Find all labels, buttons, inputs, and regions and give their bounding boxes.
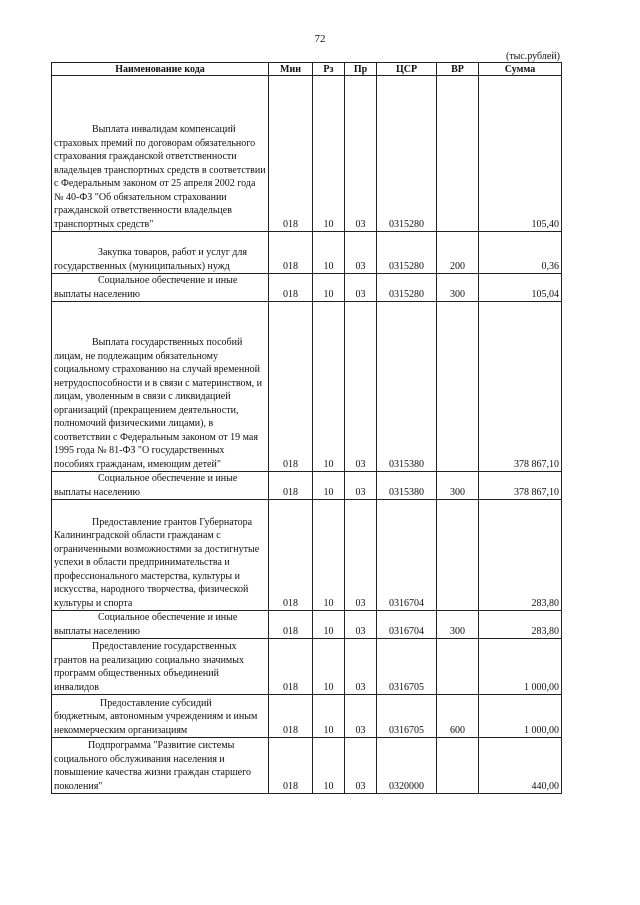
row-sum: 0,36	[479, 232, 562, 274]
row-pr: 03	[345, 695, 377, 738]
row-sum: 1 000,00	[479, 639, 562, 695]
row-csr: 0315380	[377, 302, 437, 472]
row-min: 018	[269, 472, 313, 500]
page-number: 72	[314, 33, 326, 45]
row-csr: 0315280	[377, 76, 437, 232]
table-row	[52, 76, 562, 232]
row-vr: 300	[437, 472, 479, 500]
row-sum: 1 000,00	[479, 695, 562, 738]
row-min: 018	[269, 695, 313, 738]
row-csr: 0315380	[377, 472, 437, 500]
row-pr: 03	[345, 611, 377, 639]
row-name: Предоставление грантов Губернатора Калининградской области гражданам с ограниченными возможностями за достигнутые успехи в области предпринимательства и профессионального мастерства, культуры и искусства, народного творчества, физической культуры и спорта	[52, 500, 269, 611]
table-row	[52, 302, 562, 472]
row-sum: 378 867,10	[479, 302, 562, 472]
row-vr	[437, 639, 479, 695]
row-csr: 0320000	[377, 738, 437, 794]
row-vr: 300	[437, 611, 479, 639]
row-name: Выплата инвалидам компенсаций страховых премий по договорам обязательного страхования гражданской ответственности владельцев транспортных средств в соответствии с Федеральным законом от 25 апреля 2002 года № 40-ФЗ "Об обязательном страховании гражданской ответственности владельцев транспортных средств"	[52, 76, 269, 232]
row-sum: 378 867,10	[479, 472, 562, 500]
header-pr: Пр	[345, 63, 377, 76]
row-rz: 10	[313, 76, 345, 232]
row-sum: 105,04	[479, 274, 562, 302]
row-csr: 0316705	[377, 639, 437, 695]
row-pr: 03	[345, 639, 377, 695]
row-pr: 03	[345, 232, 377, 274]
row-pr: 03	[345, 472, 377, 500]
row-rz: 10	[313, 302, 345, 472]
table-row	[52, 500, 562, 611]
header-min: Мин	[269, 63, 313, 76]
row-vr	[437, 302, 479, 472]
table-row	[52, 274, 562, 302]
row-csr: 0316704	[377, 611, 437, 639]
row-rz: 10	[313, 232, 345, 274]
row-min: 018	[269, 232, 313, 274]
row-min: 018	[269, 302, 313, 472]
row-sum: 283,80	[479, 611, 562, 639]
row-rz: 10	[313, 472, 345, 500]
row-vr	[437, 738, 479, 794]
row-name: Социальное обеспечение и иные выплаты населению	[52, 472, 269, 500]
row-min: 018	[269, 738, 313, 794]
row-csr: 0315280	[377, 232, 437, 274]
table-row	[52, 611, 562, 639]
row-min: 018	[269, 76, 313, 232]
row-pr: 03	[345, 302, 377, 472]
table-row	[52, 232, 562, 274]
table-row	[52, 695, 562, 738]
row-rz: 10	[313, 611, 345, 639]
units-label: (тыс.рублей)	[505, 51, 560, 62]
table-header-row	[52, 63, 562, 76]
row-csr: 0316704	[377, 500, 437, 611]
row-name: Закупка товаров, работ и услуг для государственных (муниципальных) нужд	[52, 232, 269, 274]
header-sum: Сумма	[479, 63, 562, 76]
row-pr: 03	[345, 76, 377, 232]
row-csr: 0315280	[377, 274, 437, 302]
table-row	[52, 472, 562, 500]
row-name: Социальное обеспечение и иные выплаты населению	[52, 274, 269, 302]
row-name: Предоставление субсидий бюджетным, автономным учреждениям и иным некоммерческим организациям	[52, 695, 269, 738]
row-min: 018	[269, 639, 313, 695]
row-name: Выплата государственных пособий лицам, не подлежащим обязательному социальному страхованию на случай временной нетрудоспособности и в связи с материнством, и лицам, уволенным в связи с ликвидацией организаций (прекращением деятельности, полномочий физическими лицами), в соответствии с Федеральным законом от 19 мая 1995 года № 81-ФЗ "О государственных пособиях гражданам, имеющим детей"	[52, 302, 269, 472]
table-row	[52, 738, 562, 794]
row-vr	[437, 500, 479, 611]
row-min: 018	[269, 274, 313, 302]
row-rz: 10	[313, 695, 345, 738]
row-pr: 03	[345, 738, 377, 794]
row-min: 018	[269, 611, 313, 639]
header-rz: Рз	[313, 63, 345, 76]
row-vr: 600	[437, 695, 479, 738]
row-sum: 105,40	[479, 76, 562, 232]
row-rz: 10	[313, 738, 345, 794]
header-csr: ЦСР	[377, 63, 437, 76]
row-name: Социальное обеспечение и иные выплаты населению	[52, 611, 269, 639]
row-vr: 300	[437, 274, 479, 302]
row-csr: 0316705	[377, 695, 437, 738]
row-sum: 440,00	[479, 738, 562, 794]
budget-table	[51, 62, 562, 794]
table-row	[52, 639, 562, 695]
row-pr: 03	[345, 500, 377, 611]
row-name: Подпрограмма "Развитие системы социального обслуживания населения и повышение качества жизни граждан старшего поколения"	[52, 738, 269, 794]
row-rz: 10	[313, 274, 345, 302]
row-rz: 10	[313, 639, 345, 695]
row-pr: 03	[345, 274, 377, 302]
header-name: Наименование кода	[52, 63, 269, 76]
row-name: Предоставление государственных грантов на реализацию социально значимых программ общественных объединений инвалидов	[52, 639, 269, 695]
header-vr: ВР	[437, 63, 479, 76]
row-min: 018	[269, 500, 313, 611]
row-sum: 283,80	[479, 500, 562, 611]
row-vr	[437, 76, 479, 232]
row-vr: 200	[437, 232, 479, 274]
row-rz: 10	[313, 500, 345, 611]
